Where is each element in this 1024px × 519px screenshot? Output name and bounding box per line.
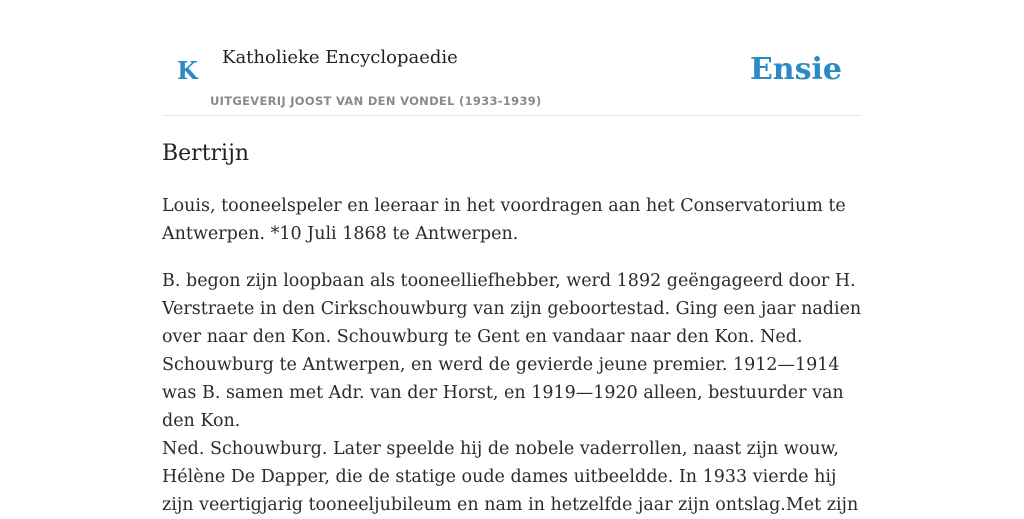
- site-subtitle: UITGEVERIJ JOOST VAN DEN VONDEL (1933-1939): [210, 94, 542, 108]
- entry-paragraph: B. begon zijn loopbaan als tooneelliefhebber, werd 1892 geëngageerd door H. Verstraete in den Cirkschouwburg van zijn geboortestad. Ging een jaar nadien over naar den Kon. Schouwburg te Gent en vandaar naar den Kon. Ned. Schouwburg te Antwerpen, en werd de gevierde jeune premier. 1912—1914 was B. samen met Adr. van der Horst, en 1919—1920 alleen, bestuurder van den Kon.: [162, 271, 862, 431]
- entry-paragraph: Louis, tooneelspeler en leeraar in het voordragen aan het Conservatorium te Antwerpen. *10 Juli 1868 te Antwerpen.: [162, 196, 846, 244]
- site-title-link[interactable]: Katholieke Encyclopaedie: [222, 47, 458, 68]
- header-divider: [162, 115, 862, 116]
- logo-icon[interactable]: K: [177, 56, 198, 85]
- entry-title: Bertrijn: [162, 141, 250, 166]
- ensie-logo-link[interactable]: Ensie: [749, 52, 842, 87]
- entry-paragraph: Ned. Schouwburg. Later speelde hij de nobele vaderrollen, naast zijn wouw, Hélène De Dapper, die de statige oude dames uitbeeldde. In 1933 vierde hij zijn veertigjarig tooneeljubileum en nam in hetzelfde jaar zijn ontslag.Met zijn: [162, 439, 859, 515]
